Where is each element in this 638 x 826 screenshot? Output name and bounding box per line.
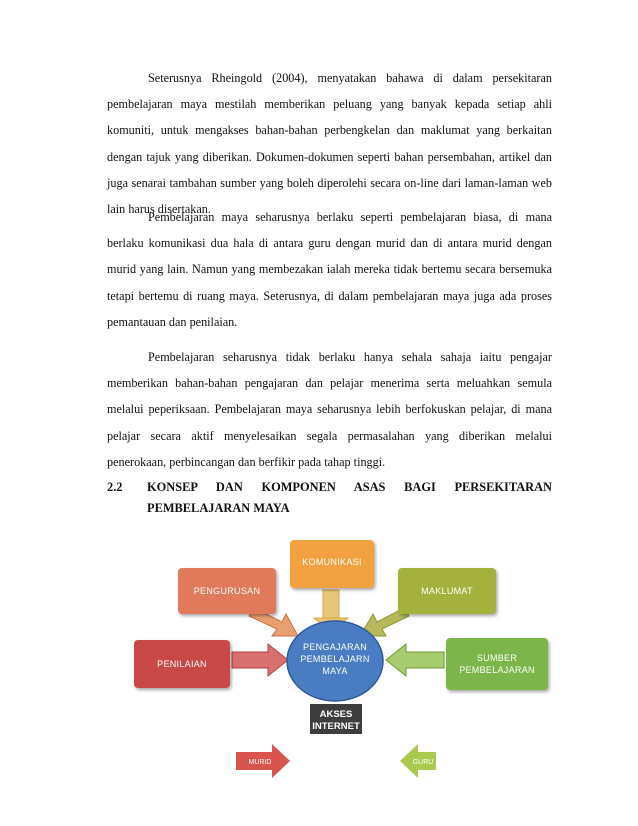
section-title-line2: PEMBELAJARAN MAYA bbox=[147, 501, 290, 515]
box-sumber-label-2: PEMBELAJARAN bbox=[459, 665, 535, 675]
paragraph-2: Pembelajaran maya seharusnya berlaku seperti pembelajaran biasa, di mana berlaku komunikasi dua hala di antara guru dengan murid dan di antara murid dengan murid yang lain. Namun yang membezakan ialah mereka tidak bertemu secara bersemuka tetapi bertemu di ruang maya. Seterusnya, di dalam pembelajaran maya juga ada proses pemantauan dan penilaian. bbox=[107, 210, 552, 329]
arrow-sumber bbox=[386, 644, 444, 676]
box-komunikasi-label: KOMUNIKASI bbox=[302, 557, 362, 567]
guru-label: GURU bbox=[412, 759, 434, 766]
section-title-line1: KONSEP DAN KOMPONEN ASAS BAGI PERSEKITARAN bbox=[147, 480, 552, 494]
guru-arrow bbox=[400, 744, 436, 778]
box-pengurusan-label: PENGURUSAN bbox=[193, 586, 261, 596]
akses-label-1: AKSES bbox=[319, 709, 353, 720]
center-label-3: MAYA bbox=[322, 666, 348, 676]
arrow-penilaian bbox=[232, 644, 288, 676]
box-pengurusan bbox=[178, 568, 276, 614]
box-penilaian bbox=[134, 640, 230, 688]
center-label-1: PENGAJARAN bbox=[302, 642, 368, 652]
center-circle bbox=[287, 621, 383, 701]
murid-label: MURID bbox=[248, 759, 272, 766]
box-sumber-shape bbox=[446, 638, 548, 690]
box-penilaian-label: PENILAIAN bbox=[157, 659, 207, 669]
akses-internet-box bbox=[310, 704, 362, 734]
box-komunikasi bbox=[290, 540, 374, 588]
paragraph-3: Pembelajaran seharusnya tidak berlaku hanya sehala sahaja iaitu pengajar memberikan bahan-bahan pengajaran dan pelajar menerima serta meluahkan semula melalui peperiksaan. Pembelajaran maya seharusnya lebih berfokuskan pelajar, di mana pelajar secara aktif menyelesaikan segala permasalahan yang diberikan melalui penerokaan, perbincangan dan berfikir pada tahap tinggi. bbox=[107, 350, 552, 469]
paragraph-1: Seterusnya Rheingold (2004), menyatakan bahawa di dalam persekitaran pembelajaran maya mestilah memberikan peluang yang banyak kepada setiap ahli komuniti, untuk mengakses bahan-bahan perbengkelan dan maklumat yang berkaitan dengan tajuk yang diberikan. Dokumen-dokumen seperti bahan persembahan, artikel dan juga senarai tambahan sumber yang boleh diperolehi secara on-line dari laman-laman web lain harus disertakan. bbox=[107, 71, 552, 217]
center-label-2: PEMBELAJARN bbox=[300, 654, 370, 664]
akses-label-2: INTERNET bbox=[312, 721, 360, 732]
box-maklumat-label: MAKLUMAT bbox=[421, 586, 473, 596]
section-number: 2.2 bbox=[107, 480, 123, 494]
murid-arrow bbox=[236, 744, 290, 778]
box-sumber bbox=[446, 638, 548, 690]
box-sumber-label-1: SUMBER bbox=[476, 653, 518, 663]
box-maklumat bbox=[398, 568, 496, 614]
